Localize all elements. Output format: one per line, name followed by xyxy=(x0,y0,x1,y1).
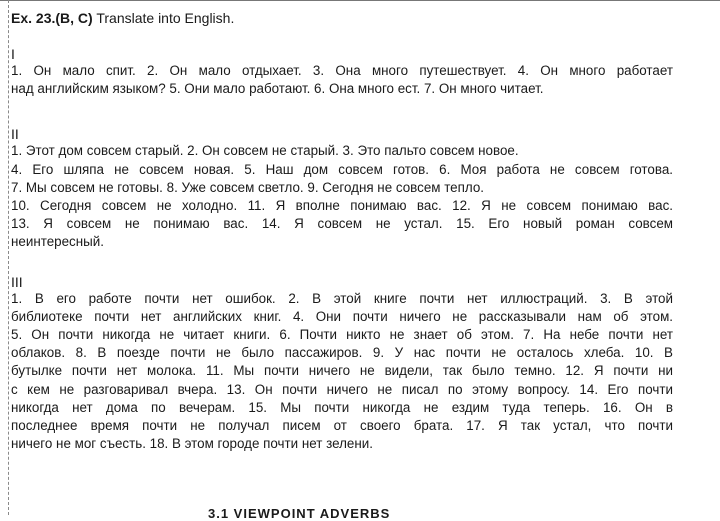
section-label: II xyxy=(11,126,19,143)
exercise-level: (B, C) xyxy=(55,10,93,26)
text-line: 1. В его работе почти нет ошибок. 2. В этой книге почти нет иллюстраций. 3. В этой xyxy=(11,290,673,306)
text-line: бутылке почти нет молока. 11. Мы почти ничего не видели, так было темно. 12. Я почти ни xyxy=(11,363,673,379)
text-line: 5. Он почти никогда не читает книги. 6. Почти никто не знает об этом. 7. На небе почти нет xyxy=(11,327,673,343)
text-line: 7. Мы совсем не готовы. 8. Уже совсем светло. 9. Сегодня не совсем тепло. xyxy=(11,179,485,195)
text-line: 1. Он мало спит. 2. Он мало отдыхает. 3. Она много путешествует. 4. Он много работает xyxy=(11,63,673,78)
text-line: с кем не разговаривал вчера. 13. Он почти ничего не писал по этому вопросу. 14. Его почти xyxy=(11,381,673,397)
text-line: облаков. 8. В поезде почти не было пассажиров. 9. У нас почти не осталось хлеба. 10. В xyxy=(11,345,673,361)
section-3 xyxy=(11,274,673,454)
text-line: ничего не мог съесть. 18. В этом городе почти нет зелени. xyxy=(11,436,373,452)
next-section-heading: 3.1 VIEWPOINT ADVERBS xyxy=(208,506,391,521)
top-rule xyxy=(0,0,720,1)
exercise-heading xyxy=(11,8,673,28)
section-2 xyxy=(11,126,673,251)
exercise-content xyxy=(11,8,673,453)
section-text xyxy=(11,62,673,98)
text-line: 1. Этот дом совсем старый. 2. Он совсем не старый. 3. Это пальто совсем новое. xyxy=(11,143,519,159)
text-line: библиотеке почти нет английских книг. 4. Они почти ничего не рассказывали нам об этом. xyxy=(11,308,673,324)
text-line: 4. Его шляпа не совсем новая. 5. Наш дом совсем готов. 6. Моя работа не совсем готова. xyxy=(11,161,673,177)
section-1 xyxy=(11,46,673,98)
section-text xyxy=(11,142,673,251)
exercise-instruction: Translate into English. xyxy=(96,10,235,26)
text-line: последнее время почти не получал писем от своего брата. 17. Я так устал, что почти xyxy=(11,418,673,434)
text-line: над английским языком? 5. Они мало работают. 6. Она много ест. 7. Он много читает. xyxy=(11,81,544,97)
text-line: 10. Сегодня совсем не холодно. 11. Я вполне понимаю вас. 12. Я не совсем понимаю вас. xyxy=(11,198,673,214)
section-label: I xyxy=(11,46,15,62)
text-line: неинтересный. xyxy=(11,234,104,250)
exercise-number: Ex. 23. xyxy=(11,10,56,26)
text-line: 13. Я совсем не понимаю вас. 14. Я совсем не устал. 15. Его новый роман совсем xyxy=(11,216,673,232)
text-line: никогда нет дома по вечерам. 15. Мы почти никогда не ездим туда теперь. 16. Он в xyxy=(11,399,673,415)
section-text xyxy=(11,290,673,454)
left-dashed-rule xyxy=(8,0,9,515)
section-label: III xyxy=(11,273,23,290)
